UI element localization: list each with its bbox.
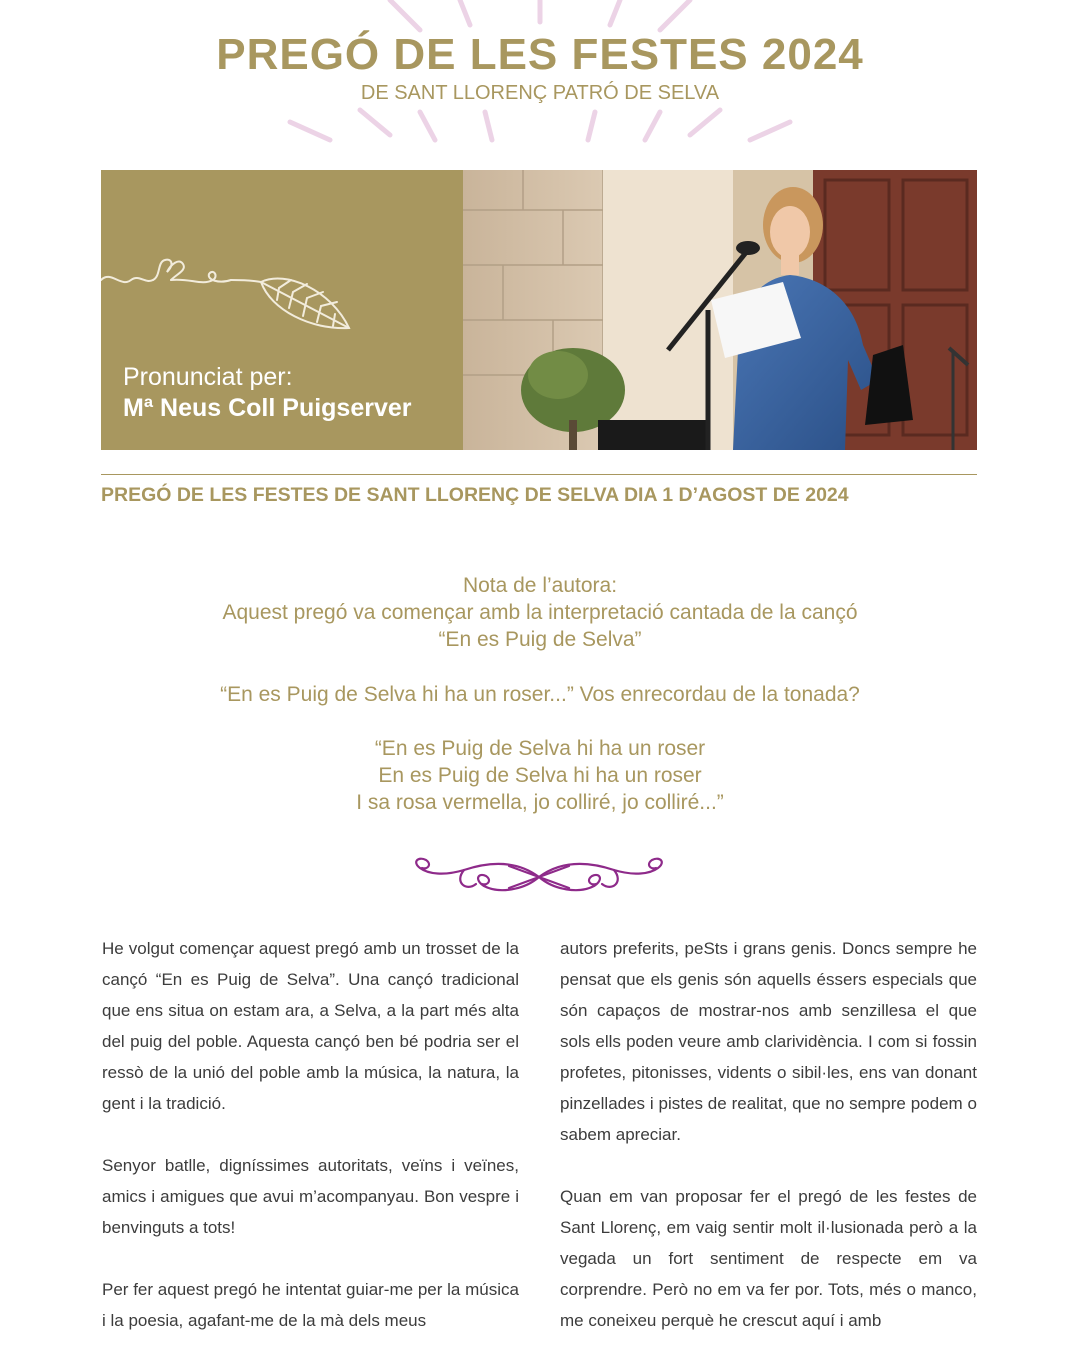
song-verse-2: En es Puig de Selva hi ha un roser <box>378 764 702 787</box>
speaker-name: Mª Neus Coll Puigserver <box>123 394 412 422</box>
divider-rule <box>101 474 977 475</box>
flourish-ornament <box>404 852 674 902</box>
body-paragraph: Senyor batlle, digníssimes autoritats, veïns i veïnes, amics i amigues que avui m’acompanyau. Bon vespre i benvinguts a tots! <box>102 1156 519 1237</box>
author-note-question: “En es Puig de Selva hi ha un roser...” Vos enrecordau de la tonada? <box>220 683 860 706</box>
pronounced-by-label: Pronunciat per: <box>123 363 293 391</box>
body-paragraph: autors preferits, peSts i grans genis. Doncs sempre he pensat que els genis són aquells éssers especials que són capaços de mostrar-nos amb senzillesa el que sols ells poden veure amb clarividència. I com si fossin profetes, pitonisses, vidents o sibil·les, ens van donant pinzellades i pistes de realitat, que no sempre podem o sabem apreciar. <box>560 939 977 1144</box>
speaker-banner <box>101 170 977 450</box>
section-heading: PREGÓ DE LES FESTES DE SANT LLORENÇ DE SELVA DIA 1 D’AGOST DE 2024 <box>101 484 849 506</box>
body-paragraph: Quan em van proposar fer el pregó de les festes de Sant Llorenç, em vaig sentir molt il·lusionada però a la vegada un fort sentiment de respecte em va corprendre. Però no em va fer por. Tots, més o manco, me coneixeu perquè he crescut aquí i amb <box>560 1187 977 1330</box>
song-verse-1: “En es Puig de Selva hi ha un roser <box>374 737 706 760</box>
author-note-song-title: “En es Puig de Selva” <box>438 628 642 651</box>
speaker-photo <box>463 170 977 450</box>
song-verse-3: I sa rosa vermella, jo colliré, jo colliré...” <box>356 791 724 814</box>
banner-gold-panel <box>101 170 463 450</box>
body-column-left <box>102 933 519 1367</box>
body-paragraph: He volgut començar aquest pregó amb un trosset de la cançó “En es Puig de Selva”. Una cançó tradicional que ens situa on estam ara, a Selva, a la part més alta del puig del poble. Aquesta cançó ben bé podria ser el ressò de la unió del poble amb la música, la natura, la gent i la tradició. <box>102 939 519 1113</box>
author-note-line: Aquest pregó va començar amb la interpretació cantada de la cançó <box>222 601 858 624</box>
page-subtitle: DE SANT LLORENÇ PATRÓ DE SELVA <box>360 82 720 104</box>
heart-leaf-ornament <box>101 250 361 350</box>
page-title: PREGÓ DE LES FESTES 2024 <box>216 30 864 79</box>
body-column-right <box>560 933 977 1367</box>
body-paragraph: Per fer aquest pregó he intentat guiar-me per la música i la poesia, agafant-me de la mà dels meus <box>102 1280 519 1330</box>
author-note-title: Nota de l’autora: <box>462 574 618 597</box>
